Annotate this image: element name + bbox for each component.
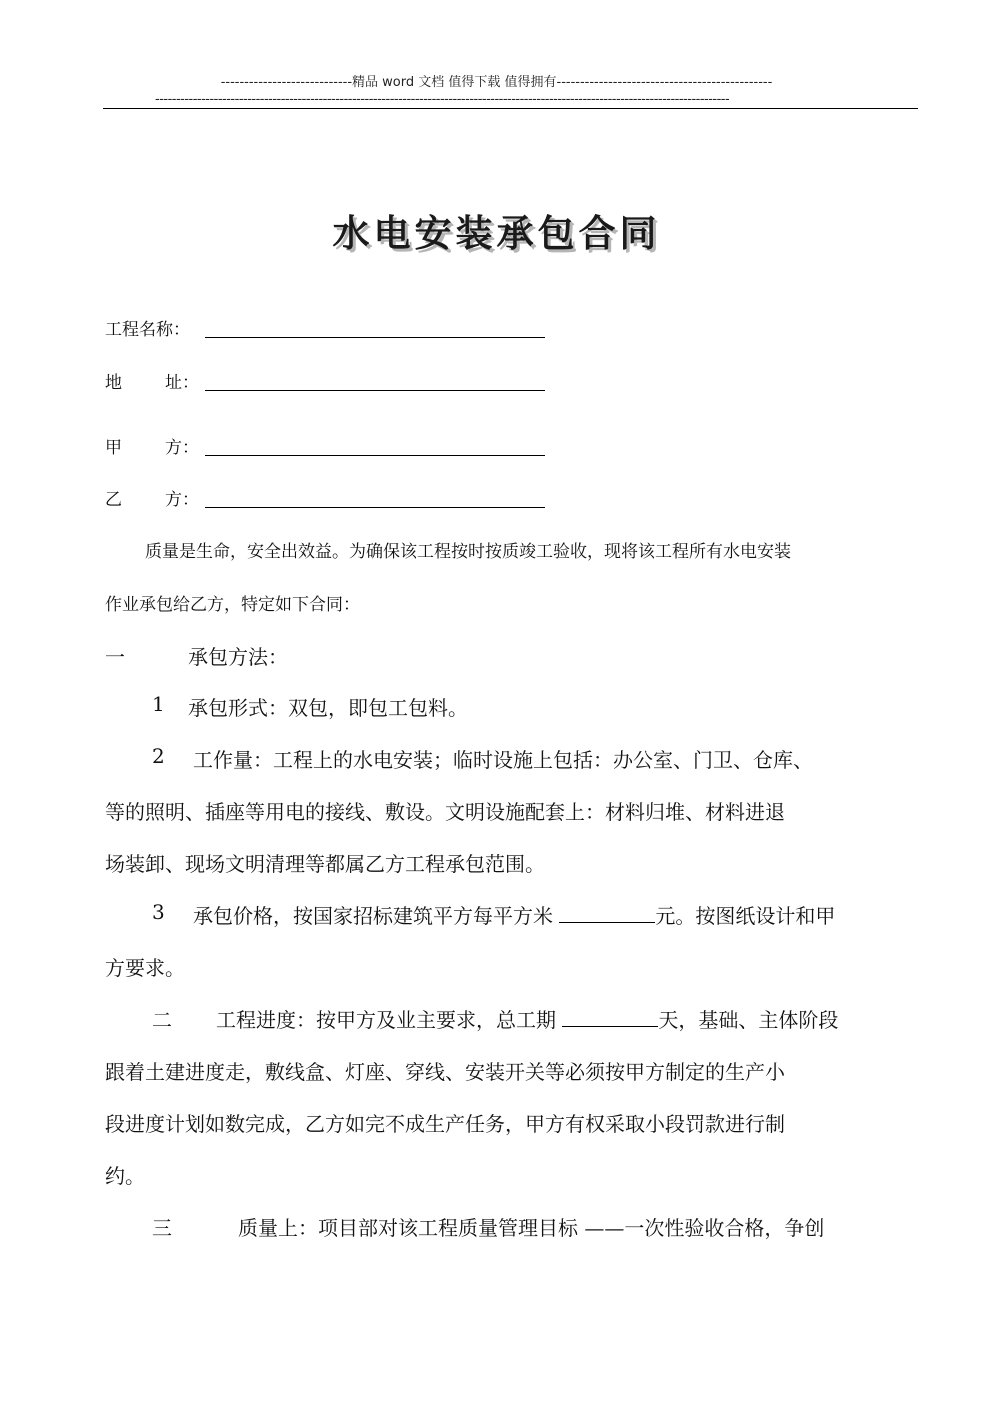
- item-3-line-1-pre: 承包价格，按国家招标建筑平方每平方米: [193, 904, 553, 928]
- section-1-heading: 承包方法：: [188, 645, 288, 669]
- field-address: [105, 368, 199, 392]
- field-party-b-line: [205, 507, 545, 508]
- item-2-line-3: 场装卸、现场文明清理等都属乙方工程承包范围。: [105, 852, 545, 876]
- field-project-name: [105, 315, 190, 339]
- item-3-line-2: 方要求。: [105, 956, 185, 980]
- section-2-line-2: 跟着土建进度走，敷线盒、灯座、穿线、安装开关等必须按甲方制定的生产小: [105, 1060, 785, 1084]
- field-project-name-line: [205, 337, 545, 338]
- section-2-line-1-pre: 工程进度：按甲方及业主要求，总工期: [216, 1008, 556, 1032]
- field-party-a-label-a: 甲: [105, 438, 122, 458]
- section-2-line-4: 约。: [105, 1164, 145, 1188]
- field-party-b-label-b: 方：: [165, 490, 199, 510]
- section-1-number: 一: [105, 645, 125, 669]
- price-blank: [559, 904, 655, 923]
- item-1-number: 1: [152, 692, 165, 716]
- item-2-line-2: 等的照明、插座等用电的接线、敷设。文明设施配套上：材料归堆、材料进退: [105, 800, 785, 824]
- field-party-b-label-a: 乙: [105, 490, 122, 510]
- item-3-number: 3: [152, 900, 165, 924]
- section-3-number: 三: [152, 1216, 172, 1240]
- item-2-line-1: 工作量：工程上的水电安装；临时设施上包括：办公室、门卫、仓库、: [193, 748, 813, 772]
- page-header-banner: ----------------------------精品 word 文档 值得下载 值得拥有----------------------------------------------: [220, 75, 773, 90]
- field-address-label-b: 址：: [165, 373, 199, 393]
- intro-line-2: 作业承包给乙方，特定如下合同：: [105, 595, 360, 615]
- item-3-line-1-post: 元。按图纸设计和甲: [655, 904, 836, 928]
- field-project-name-label: 工程名称：: [105, 320, 190, 340]
- field-party-a-line: [205, 455, 545, 456]
- section-2-number: 二: [152, 1008, 172, 1032]
- field-party-b: [105, 485, 199, 509]
- section-2-line-1-post: 天，基础、主体阶段: [658, 1008, 839, 1032]
- header-rule: [103, 108, 918, 109]
- item-2-number: 2: [152, 744, 165, 768]
- page-header-dashes: -----------------------------------------------------------------------------------------------------------------------------------------: [155, 92, 730, 107]
- section-3-line-1: 质量上：项目部对该工程质量管理目标 ——一次性验收合格，争创: [238, 1216, 825, 1240]
- item-3-line-1: [193, 900, 835, 929]
- item-1-text: 承包形式：双包，即包工包料。: [188, 696, 468, 720]
- document-title: 水电安装承包合同: [332, 212, 661, 255]
- field-party-a-label-b: 方：: [165, 438, 199, 458]
- section-2-line-3: 段进度计划如数完成，乙方如完不成生产任务，甲方有权采取小段罚款进行制: [105, 1112, 785, 1136]
- intro-line-1: 质量是生命，安全出效益。为确保该工程按时按质竣工验收，现将该工程所有水电安装: [145, 542, 791, 562]
- field-party-a: [105, 433, 199, 457]
- duration-blank: [562, 1008, 658, 1027]
- section-2-line-1: [216, 1004, 838, 1033]
- field-address-label-a: 地: [105, 373, 122, 393]
- field-address-line: [205, 390, 545, 391]
